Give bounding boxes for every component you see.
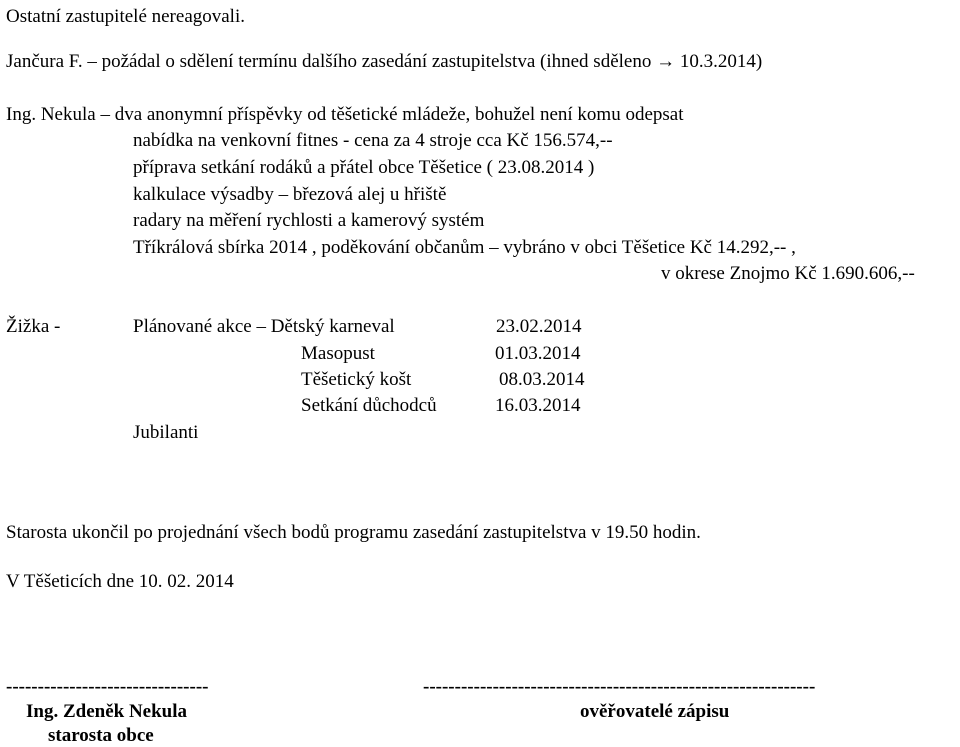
zizka-speaker: Žižka -	[6, 316, 61, 337]
intro-text: Ostatní zastupitelé nereagovali.	[6, 6, 245, 27]
jubilanti-label: Jubilanti	[133, 422, 199, 443]
signer-role: starosta obce	[48, 725, 154, 746]
signature-line-right: --------------------------------------------------------------	[423, 676, 816, 697]
nekula-item-alej: kalkulace výsadby – březová alej u hřiště	[133, 184, 447, 205]
nekula-item-sbirka: Tříkrálová sbírka 2014 , poděkování občanům – vybráno v obci Těšetice Kč 14.292,-- ,	[133, 237, 796, 258]
event-name: Dětský karneval	[270, 316, 395, 337]
event-name: Masopust	[301, 343, 375, 364]
nekula-item-sbirka-okres: v okrese Znojmo Kč 1.690.606,--	[661, 263, 915, 284]
zizka-heading: Plánované akce – Dětský karneval	[133, 316, 395, 337]
nekula-item-rodaci: příprava setkání rodáků a přátel obce Těšetice ( 23.08.2014 )	[133, 157, 595, 178]
event-date: 08.03.2014	[499, 369, 585, 390]
event-date: 16.03.2014	[495, 395, 581, 416]
signer-name: Ing. Zdeněk Nekula	[26, 701, 188, 722]
event-name: Těšetický košt	[301, 369, 412, 390]
nekula-paragraph: Ing. Nekula – dva anonymní příspěvky od těšetické mládeže, bohužel není komu odepsat	[6, 104, 684, 125]
closing-statement: Starosta ukončil po projednání všech bodů programu zasedání zastupitelstva v 19.50 hodin.	[6, 522, 701, 543]
verifiers-label: ověřovatelé zápisu	[580, 701, 730, 722]
signature-line-left: --------------------------------	[6, 676, 209, 697]
place-date: V Těšeticích dne 10. 02. 2014	[6, 571, 234, 592]
nekula-item-radary: radary na měření rychlosti a kamerový systém	[133, 210, 485, 231]
event-date: 01.03.2014	[495, 343, 581, 364]
event-name: Setkání důchodců	[301, 395, 437, 416]
jancura-paragraph: Jančura F. – požádal o sdělení termínu dalšího zasedání zastupitelstva (ihned sděleno → 10.3.2014)	[6, 51, 763, 72]
event-date: 23.02.2014	[496, 316, 582, 337]
nekula-item-fitnes: nabídka na venkovní fitnes - cena za 4 stroje cca Kč 156.574,--	[133, 130, 613, 151]
